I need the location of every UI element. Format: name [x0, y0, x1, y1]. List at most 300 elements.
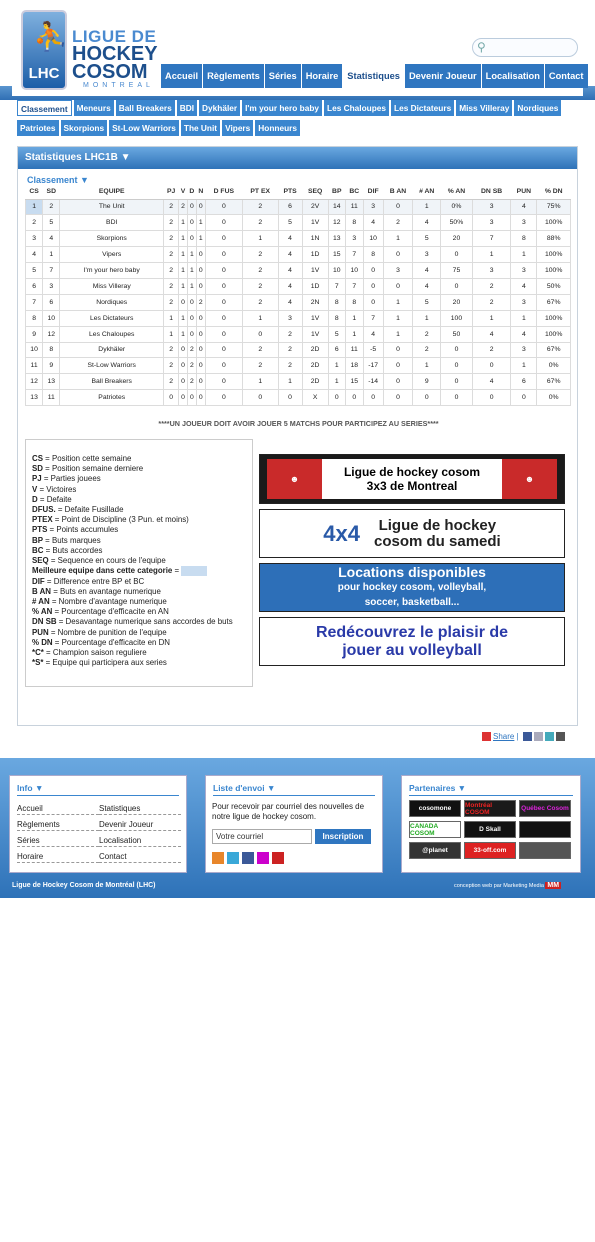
table-cell: 2 — [242, 278, 278, 294]
flickr-icon[interactable] — [257, 852, 269, 864]
hockey-player-icon: ⛹ — [33, 21, 68, 52]
table-cell: 13 — [26, 390, 43, 406]
table-row — [26, 310, 571, 326]
table-cell: X — [302, 390, 328, 406]
subnav-patriotes[interactable]: Patriotes — [17, 120, 59, 136]
subnav-skorpions[interactable]: Skorpions — [61, 120, 108, 136]
legend-key: SEQ — [32, 556, 49, 566]
table-cell: 0% — [537, 358, 571, 374]
table-cell: 2 — [164, 374, 179, 390]
legend-item — [32, 525, 246, 535]
site-logo[interactable] — [21, 10, 171, 90]
table-cell: 75% — [537, 199, 571, 215]
table-cell: 4 — [511, 199, 537, 215]
table-cell: 2 — [43, 199, 60, 215]
subnav-the-unit[interactable]: The Unit — [181, 120, 220, 136]
table-cell: Nordiques — [60, 294, 164, 310]
legend-key: BP — [32, 535, 43, 545]
table-cell: 0 — [187, 199, 196, 215]
table-cell: 2 — [187, 358, 196, 374]
table-cell: 1 — [328, 374, 345, 390]
table-cell: 18 — [345, 358, 363, 374]
legend-item — [32, 454, 246, 464]
legend-key: CS — [32, 454, 43, 463]
panel-title[interactable]: Statistiques LHC1B ▼ — [18, 147, 577, 169]
table-cell: St-Low Warriors — [60, 358, 164, 374]
email-icon[interactable] — [534, 732, 543, 741]
header — [12, 0, 583, 96]
column-header: DIF — [363, 185, 383, 199]
table-cell: 9 — [26, 326, 43, 342]
table-cell: 8 — [363, 247, 383, 263]
table-cell: 0 — [205, 263, 242, 279]
footer-link-reglements[interactable]: Règlements — [17, 818, 99, 831]
table-cell: 0 — [363, 390, 383, 406]
ad-3x3-banner[interactable] — [259, 454, 565, 504]
table-cell: 0 — [196, 390, 205, 406]
table-cell: 0 — [179, 358, 188, 374]
column-header: # AN — [413, 185, 441, 199]
table-cell: -14 — [363, 374, 383, 390]
table-cell: 6 — [43, 294, 60, 310]
legend-value: = Position semaine derniere — [42, 464, 144, 474]
ad4-line2: jouer au volleyball — [342, 641, 482, 659]
table-cell: 6 — [511, 374, 537, 390]
table-cell: 3 — [383, 263, 413, 279]
table-cell: 1 — [179, 326, 188, 342]
table-row — [26, 247, 571, 263]
table-cell: 3 — [345, 231, 363, 247]
table-cell: Dykhäler — [60, 342, 164, 358]
table-cell: 1 — [179, 310, 188, 326]
legend-value: = Parties jouees — [41, 474, 101, 484]
legend-key: PTS — [32, 525, 48, 535]
table-cell: 14 — [328, 199, 345, 215]
subnav-miss-villeray[interactable]: Miss Villeray — [456, 100, 512, 116]
partner-logo[interactable] — [519, 842, 571, 859]
legend-value: = Difference entre BP et BC — [44, 576, 145, 586]
table-cell: 15 — [345, 374, 363, 390]
subnav-dykhaler[interactable]: Dykhäler — [199, 100, 240, 116]
table-cell: 10 — [26, 342, 43, 358]
table-cell: 2D — [302, 374, 328, 390]
table-cell: 0 — [511, 390, 537, 406]
table-cell: 2 — [278, 342, 302, 358]
table-cell: 1 — [179, 263, 188, 279]
table-cell: 0 — [196, 247, 205, 263]
table-cell: 0 — [187, 231, 196, 247]
table-cell: 0 — [187, 294, 196, 310]
facebook-icon[interactable] — [523, 732, 532, 741]
legend-key: *S* — [32, 658, 44, 668]
table-cell: 4 — [363, 215, 383, 231]
table-cell: 8 — [511, 231, 537, 247]
table-cell: 2 — [242, 247, 278, 263]
table-cell: 1 — [179, 278, 188, 294]
ad-4x4-banner[interactable] — [259, 509, 565, 558]
subnav-vipers[interactable]: Vipers — [222, 120, 253, 136]
table-cell: 2 — [472, 294, 510, 310]
footer-link-accueil[interactable]: Accueil — [17, 802, 99, 815]
legend-key: # AN — [32, 596, 50, 606]
table-cell: 0 — [383, 278, 413, 294]
table-cell: 4 — [278, 231, 302, 247]
table-cell: 0 — [196, 310, 205, 326]
legend-item — [32, 536, 246, 546]
ad-mascot-image: ☻ — [267, 459, 322, 499]
table-cell: 0 — [472, 390, 510, 406]
subnav-honneurs[interactable]: Honneurs — [255, 120, 300, 136]
table-cell: 4 — [472, 374, 510, 390]
table-cell: 6 — [26, 278, 43, 294]
legend-value: = Desavantage numerique sans accordes de buts — [56, 617, 233, 627]
partner-logo[interactable]: Québec Cosom — [519, 800, 571, 817]
table-body — [26, 199, 571, 406]
legend-key: % DN — [32, 637, 53, 647]
legend-item — [32, 628, 246, 638]
newsletter-text: Pour recevoir par courriel des nouvelles de notre ligue de hockey cosom. — [212, 802, 365, 821]
table-cell: 7 — [363, 310, 383, 326]
table-cell: 0 — [242, 326, 278, 342]
table-cell: 2 — [242, 342, 278, 358]
table-cell: 2 — [187, 374, 196, 390]
table-cell: 0 — [196, 263, 205, 279]
table-cell: 2 — [472, 342, 510, 358]
column-header: % DN — [537, 185, 571, 199]
footer-newsletter-box — [205, 775, 383, 873]
footer-newsletter-title[interactable]: Liste d'envoi ▼ — [213, 783, 375, 796]
table-cell: 2 — [164, 278, 179, 294]
column-header: PT EX — [242, 185, 278, 199]
subnav-classement[interactable]: Classement — [17, 100, 72, 116]
legend-value: = Pourcentage d'efficacite en AN — [52, 607, 169, 617]
table-cell: 10 — [328, 263, 345, 279]
stats-panel — [17, 146, 578, 726]
legend-value: = Point de Discipline (3 Pun. et moins) — [52, 515, 189, 525]
table-cell: 3 — [43, 278, 60, 294]
nav-series[interactable]: Séries — [265, 64, 301, 88]
table-cell: 1 — [278, 374, 302, 390]
table-cell: 67% — [537, 342, 571, 358]
ad-player-image: ☻ — [502, 459, 557, 499]
table-cell: 100% — [537, 326, 571, 342]
table-cell: 0 — [383, 374, 413, 390]
table-cell: 0 — [196, 374, 205, 390]
nav-localisation[interactable]: Localisation — [482, 64, 544, 88]
table-cell: 0 — [196, 199, 205, 215]
series-notice: ****UN JOUEUR DOIT AVOIR JOUER 5 MATCHS POUR PARTICIPEZ AU SERIES**** — [158, 419, 439, 428]
ad-3x3-text — [322, 459, 502, 499]
legend-value: = Nombre d'avantage numerique — [49, 596, 167, 606]
footer-link-localisation[interactable]: Localisation — [99, 834, 181, 847]
legend-item — [32, 495, 246, 505]
column-header: D FUS — [205, 185, 242, 199]
sub-nav-row1 — [17, 100, 577, 116]
table-cell: 0 — [196, 326, 205, 342]
youtube-icon[interactable] — [272, 852, 284, 864]
table-cell: 5 — [43, 215, 60, 231]
table-cell: 0 — [205, 199, 242, 215]
table-cell: 4 — [413, 215, 441, 231]
subnav-st-low-warriors[interactable]: St-Low Warriors — [109, 120, 179, 136]
email-field[interactable]: Votre courriel — [212, 829, 312, 844]
table-cell: 2 — [26, 215, 43, 231]
table-cell: 0 — [205, 215, 242, 231]
legend-item — [32, 566, 246, 576]
web-credit[interactable] — [454, 882, 561, 889]
subnav-les-dictateurs[interactable]: Les Dictateurs — [391, 100, 454, 116]
table-cell: 10 — [345, 263, 363, 279]
legend-value: = Defaite Fusillade — [55, 505, 124, 515]
table-cell: 0 — [383, 358, 413, 374]
legend-key: Meilleure equipe dans cette categorie — [32, 566, 173, 576]
table-cell: 0 — [205, 390, 242, 406]
column-header: D — [187, 185, 196, 199]
table-row — [26, 199, 571, 215]
partner-logos — [409, 800, 571, 859]
subscribe-button[interactable]: Inscription — [315, 829, 371, 844]
table-cell: 2 — [278, 358, 302, 374]
nav-contact[interactable]: Contact — [545, 64, 588, 88]
table-cell: 1 — [413, 358, 441, 374]
legend-item — [32, 546, 246, 556]
table-cell: 0 — [441, 247, 473, 263]
table-cell: 2 — [164, 215, 179, 231]
table-cell: 4 — [363, 326, 383, 342]
column-header: PTS — [278, 185, 302, 199]
sub-nav-row2 — [17, 120, 577, 136]
twitter-icon[interactable] — [545, 732, 554, 741]
footer-link-series[interactable]: Séries — [17, 834, 99, 847]
table-cell: 5 — [413, 231, 441, 247]
nav-statistiques[interactable]: Statistiques — [343, 64, 404, 88]
copyright: Ligue de Hockey Cosom de Montréal (LHC) — [12, 882, 156, 889]
table-cell: 2D — [302, 358, 328, 374]
legend-key: BC — [32, 545, 44, 555]
table-cell: 100 — [441, 310, 473, 326]
table-cell: 3 — [511, 215, 537, 231]
table-cell: 11 — [345, 199, 363, 215]
ad4-line1: Redécouvrez le plaisir de — [315, 623, 509, 641]
partner-logo[interactable]: 33-off.com — [464, 842, 516, 859]
footer-partners-title[interactable]: Partenaires ▼ — [409, 783, 573, 796]
partner-logo[interactable]: @planet — [409, 842, 461, 859]
table-cell: 8 — [345, 215, 363, 231]
footer-link-contact[interactable]: Contact — [99, 850, 181, 863]
table-cell: 2 — [242, 294, 278, 310]
credit-text: conception web par Marketing Media — [454, 883, 544, 889]
standings-table — [25, 185, 571, 406]
rss-icon[interactable] — [212, 852, 224, 864]
table-cell: 50% — [441, 215, 473, 231]
table-cell: 1 — [413, 310, 441, 326]
share-link[interactable]: Share — [493, 732, 515, 741]
legend-item — [32, 587, 246, 597]
table-cell: 7 — [26, 294, 43, 310]
table-cell: 2 — [164, 358, 179, 374]
legend-item — [32, 474, 246, 484]
legend-key: V — [32, 484, 38, 494]
table-cell: 0 — [383, 342, 413, 358]
main-nav — [161, 64, 589, 88]
partner-logo[interactable] — [519, 821, 571, 838]
table-cell: 15 — [328, 247, 345, 263]
table-cell: 1 — [242, 374, 278, 390]
partner-logo[interactable]: cosomone — [409, 800, 461, 817]
table-cell: 6 — [328, 342, 345, 358]
legend-key: *C* — [32, 647, 44, 657]
partner-logo[interactable]: Montréal COSOM — [464, 800, 516, 817]
facebook-icon[interactable] — [242, 852, 254, 864]
table-cell: 2V — [302, 199, 328, 215]
table-cell: 88% — [537, 231, 571, 247]
table-cell: 10 — [43, 310, 60, 326]
subnav-les-chaloupes[interactable]: Les Chaloupes — [324, 100, 389, 116]
table-cell: 5 — [413, 294, 441, 310]
table-cell: BDI — [60, 215, 164, 231]
table-cell: 1 — [383, 310, 413, 326]
legend-item — [32, 515, 246, 525]
legend-value: = Victoires — [37, 484, 77, 494]
legend-key: % AN — [32, 607, 53, 617]
table-cell: 5 — [328, 326, 345, 342]
subnav-bdi[interactable]: BDI — [177, 100, 197, 116]
table-cell: 1 — [511, 358, 537, 374]
table-cell: 3 — [363, 199, 383, 215]
legend-item — [32, 638, 246, 648]
table-cell: 0 — [205, 358, 242, 374]
table-cell: 67% — [537, 294, 571, 310]
subnav-meneurs[interactable]: Meneurs — [74, 100, 114, 116]
legend-value: = Defaite — [37, 494, 72, 504]
ad-volleyball-banner[interactable] — [259, 617, 565, 666]
table-cell: 100% — [537, 263, 571, 279]
table-cell: 7 — [345, 247, 363, 263]
table-cell: 0 — [205, 294, 242, 310]
table-cell: 50% — [537, 278, 571, 294]
table-cell: 4 — [511, 278, 537, 294]
footer-link-horaire[interactable]: Horaire — [17, 850, 99, 863]
table-cell: 0 — [205, 374, 242, 390]
table-row — [26, 390, 571, 406]
table-cell: 1 — [383, 294, 413, 310]
legend-value: = Pourcentage d'efficacite en DN — [52, 637, 170, 647]
table-cell: 7 — [472, 231, 510, 247]
table-cell: 2 — [164, 199, 179, 215]
table-cell: 1 — [345, 310, 363, 326]
table-cell: 0 — [383, 199, 413, 215]
table-cell: 0 — [179, 390, 188, 406]
table-cell: 7 — [43, 263, 60, 279]
table-cell: 0 — [205, 231, 242, 247]
footer-link-devenir-joueur[interactable]: Devenir Joueur — [99, 818, 181, 831]
table-cell: 1 — [26, 199, 43, 215]
legend-item — [32, 485, 246, 495]
table-cell: The Unit — [60, 199, 164, 215]
table-row — [26, 215, 571, 231]
table-cell: 9 — [413, 374, 441, 390]
nav-reglements[interactable]: Règlements — [203, 64, 264, 88]
column-header: DN SB — [472, 185, 510, 199]
footer-info-links — [17, 802, 181, 863]
column-header: % AN — [441, 185, 473, 199]
table-cell: 2 — [242, 199, 278, 215]
partner-logo[interactable]: D Skall — [464, 821, 516, 838]
table-cell: 0 — [363, 278, 383, 294]
sub-nav — [17, 100, 577, 140]
legend-box — [25, 439, 253, 687]
table-cell: 0 — [205, 247, 242, 263]
table-cell: 3 — [413, 247, 441, 263]
ad2-line1: Ligue de hockey — [378, 516, 497, 534]
table-cell: 50 — [441, 326, 473, 342]
footer-link-statistiques[interactable]: Statistiques — [99, 802, 181, 815]
table-cell: 0 — [363, 294, 383, 310]
logo-line3: COSOM — [72, 61, 148, 83]
legend-item — [32, 607, 246, 617]
subnav-hero-baby[interactable]: I'm your hero baby — [242, 100, 322, 116]
table-cell: 2 — [179, 199, 188, 215]
table-cell: 0 — [413, 390, 441, 406]
legend-item — [32, 617, 246, 627]
nav-horaire[interactable]: Horaire — [302, 64, 343, 88]
legend-item — [32, 658, 246, 668]
ad3-line2: pour hockey cosom, volleyball, — [337, 582, 487, 593]
table-cell: 13 — [328, 231, 345, 247]
table-cell: 4 — [413, 263, 441, 279]
footer-info-title[interactable]: Info ▼ — [17, 783, 179, 796]
table-cell: 1 — [472, 247, 510, 263]
nav-accueil[interactable]: Accueil — [161, 64, 202, 88]
section-title[interactable]: Classement ▼ — [27, 175, 89, 185]
table-cell: 4 — [511, 326, 537, 342]
legend-item — [32, 648, 246, 658]
legend-value: = Nombre de punition de l'equipe — [48, 627, 167, 637]
logo-badge — [21, 10, 67, 90]
table-cell: 0 — [187, 215, 196, 231]
table-cell: 0 — [441, 374, 473, 390]
legend-item — [32, 505, 246, 515]
search-input[interactable] — [472, 38, 578, 57]
table-cell: 100% — [537, 215, 571, 231]
table-cell: 12 — [328, 215, 345, 231]
table-cell: 1 — [328, 358, 345, 374]
table-cell: 1 — [187, 247, 196, 263]
table-cell: 0 — [179, 374, 188, 390]
table-cell: 2 — [164, 231, 179, 247]
table-cell: 4 — [278, 263, 302, 279]
ad-locations-banner[interactable] — [259, 563, 565, 612]
table-cell: 1 — [511, 247, 537, 263]
twitter-icon[interactable] — [227, 852, 239, 864]
legend-key: PTEX — [32, 515, 53, 525]
table-cell: 0 — [196, 358, 205, 374]
legend-value: = Buts marques — [42, 535, 101, 545]
table-cell: Skorpions — [60, 231, 164, 247]
table-cell: 0 — [196, 278, 205, 294]
table-cell: 2 — [413, 342, 441, 358]
subnav-ball-breakers[interactable]: Ball Breakers — [116, 100, 175, 116]
table-cell: I'm your hero baby — [60, 263, 164, 279]
nav-devenir-joueur[interactable]: Devenir Joueur — [405, 64, 481, 88]
table-cell: 2 — [242, 215, 278, 231]
print-icon[interactable] — [556, 732, 565, 741]
partner-logo[interactable]: CANADA COSOM — [409, 821, 461, 838]
subnav-nordiques[interactable]: Nordiques — [514, 100, 561, 116]
table-cell: 0 — [363, 263, 383, 279]
table-cell: 67% — [537, 374, 571, 390]
table-cell: 0 — [205, 326, 242, 342]
